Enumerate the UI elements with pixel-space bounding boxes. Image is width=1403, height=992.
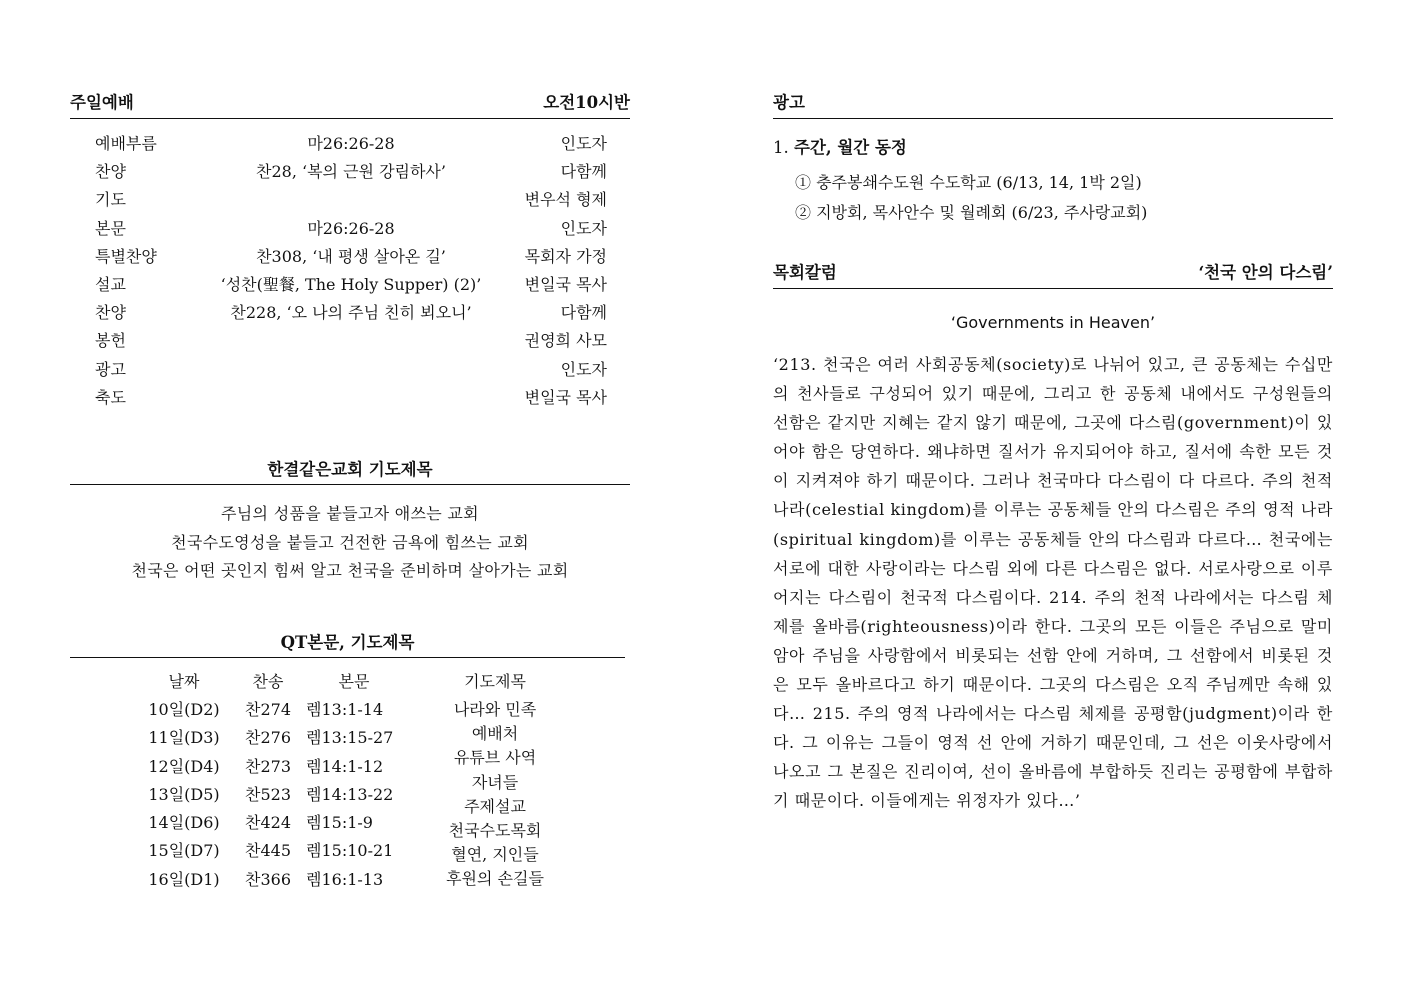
worship-item-name: 축도 <box>95 387 126 407</box>
worship-row <box>95 186 607 214</box>
qt-date: 12일(D4) <box>148 756 220 776</box>
qt-date: 15일(D7) <box>148 841 220 861</box>
worship-item-name: 광고 <box>95 359 126 379</box>
worship-item-person: 인도자 <box>560 134 607 153</box>
ads-title: 광고 <box>773 93 805 112</box>
church-prayer-list <box>70 500 630 586</box>
church-prayer-item: 천국수도영성을 붙들고 건전한 금욕에 힘쓰는 교회 <box>171 532 529 552</box>
qt-header-text: 본문 <box>338 672 370 691</box>
worship-item-content: 찬308, ‘내 평생 살아온 길’ <box>256 246 446 266</box>
church-prayer-item: 주님의 성품을 붙들고자 애쓰는 교회 <box>221 504 479 523</box>
qt-topic: 천국수도목회 <box>448 820 542 840</box>
qt-title: QT본문, 기도제목 <box>70 631 625 658</box>
worship-item-name: 설교 <box>95 274 126 294</box>
ads-item-title <box>773 136 907 160</box>
ads-item: ② 지방회, 목사안수 및 월례회 (6/23, 주사랑교회) <box>795 203 1148 222</box>
qt-topic: 나라와 민족 <box>453 700 537 719</box>
column-title: 목회칼럼 <box>773 263 837 282</box>
worship-item-name: 찬양 <box>95 162 126 182</box>
column-subtitle: ‘Governments in Heaven’ <box>950 313 1156 332</box>
column-topic: ‘천국 안의 다스림’ <box>1198 263 1333 282</box>
worship-time: 오전10시반 <box>543 93 630 112</box>
worship-item-content: 마26:26-28 <box>307 218 395 238</box>
qt-text: 렘15:10-21 <box>306 841 394 861</box>
worship-item-person: 변일국 목사 <box>524 274 607 294</box>
ads-header <box>773 92 1333 119</box>
worship-item-name: 봉헌 <box>95 331 126 351</box>
worship-item-content: ‘성찬(聖餐, The Holy Supper) (2)’ <box>220 274 482 294</box>
worship-item-person: 인도자 <box>560 218 607 238</box>
qt-date: 13일(D5) <box>148 784 220 804</box>
qt-header-date: 날짜 <box>168 672 200 691</box>
qt-hymn: 찬273 <box>245 756 291 776</box>
worship-row <box>95 356 607 384</box>
worship-item-content: 찬228, ‘오 나의 주님 친히 뵈오니’ <box>230 303 472 323</box>
worship-item-name: 기도 <box>95 190 126 210</box>
qt-hymn: 찬274 <box>245 700 291 719</box>
qt-date: 14일(D6) <box>148 813 220 833</box>
qt-text: 렘16:1-13 <box>306 869 384 889</box>
church-prayer-item: 천국은 어떤 곳인지 힘써 알고 천국을 준비하며 살아가는 교회 <box>131 561 569 580</box>
worship-row <box>95 158 607 186</box>
column-body: ‘213. 천국은 여러 사회공동체(society)로 나뉘어 있고, 큰 공동체는 수십만의 천사들로 구성되어 있기 때문에, 그리고 한 공동체 내에서도 구성원들의 선함은 같지만 지혜는 같지 않기 때문에, 그곳에 다스림(government)이 있어야 함은 당연하다. 왜냐하면 질서가 유지되어야 하고, 질서에 속한 모든 것이 지켜져야 하기 때문이다. 그러나 천국마다 다스림이 다 다르다. 주의 천적 나라(celestial kingdom)를 이루는 공동체들 안의 다스림은 주의 영적 나라(spiritual kingdom)를 이루는 공동체들 안의 다스림과 다르다… 천국에는 서로에 대한 사랑이라는 다스림 외에 다른 다스림은 없다. 서로사랑으로 이루어지는 다스림이 천국적 다스림이다. 214. 주의 천적 나라에서는 다스림 체제를 올바름(righteousness)이라 한다. 그곳의 모든 이들은 주님으로 말미암아 주님을 사랑함에서 비롯되는 선함 안에 거하며, 그 선함에서 비롯된 것은 모두 올바르다고 하기 때문이다. 그곳의 다스림은 오직 주님께만 속해 있다… 215. 주의 영적 나라에서는 다스림 체제를 공평함(judgment)이라 한다. 그 이유는 그들이 영적 선 안에 거하기 때문인데, 그 선은 이웃사랑에서 나오고 그 본질은 진리이여, 선이 올바름에 부합하듯 진리는 공평함에 부합하기 때문이다. 이들에게는 위정자가 있다…’ <box>773 355 1333 811</box>
qt-header-prayer: 기도제목 <box>464 672 526 691</box>
worship-item-content: 마26:26-28 <box>307 134 395 153</box>
worship-item-name: 예배부름 <box>95 134 157 153</box>
worship-header <box>70 92 630 119</box>
qt-topic: 자녀들 <box>471 772 519 792</box>
qt-text: 렘13:1-14 <box>306 700 384 719</box>
qt-header-row <box>140 668 570 696</box>
qt-topic: 후원의 손길들 <box>446 869 544 889</box>
left-page <box>0 0 700 992</box>
qt-date: 16일(D1) <box>148 869 220 889</box>
qt-date: 10일(D2) <box>148 700 220 719</box>
qt-text: 렘13:15-27 <box>306 728 394 748</box>
church-prayer-title: 한결같은교회 기도제목 <box>70 458 630 485</box>
qt-topic: 예배처 <box>471 724 519 744</box>
worship-item-person: 변우석 형제 <box>524 190 607 210</box>
qt-topic: 주제설교 <box>464 796 526 816</box>
column-header <box>773 262 1333 289</box>
worship-item-person: 다함께 <box>560 162 607 182</box>
worship-item-name: 본문 <box>95 218 126 238</box>
worship-row <box>95 327 607 355</box>
worship-row <box>95 271 607 299</box>
qt-hymn: 찬366 <box>245 869 291 889</box>
ads-item-number: 1. <box>773 138 789 157</box>
worship-order <box>95 130 607 412</box>
qt-topic: 유튜브 사역 <box>453 748 537 768</box>
worship-row <box>95 384 607 412</box>
qt-text: 렘14:1-12 <box>306 756 384 776</box>
worship-item-name: 특별찬양 <box>95 246 157 266</box>
qt-text: 렘14:13-22 <box>306 784 394 804</box>
worship-title: 주일예배 <box>70 93 134 112</box>
worship-item-person: 변일국 목사 <box>524 387 607 407</box>
worship-item-name: 찬양 <box>95 303 126 323</box>
ads-item: ① 충주봉쇄수도원 수도학교 (6/13, 14, 1박 2일) <box>795 173 1142 192</box>
worship-item-person: 권영희 사모 <box>524 331 607 351</box>
qt-hymn: 찬523 <box>245 784 291 804</box>
worship-item-person: 다함께 <box>560 303 607 323</box>
worship-item-person: 목회자 가정 <box>524 246 607 266</box>
qt-hymn: 찬424 <box>245 813 291 833</box>
worship-row <box>95 299 607 327</box>
worship-row <box>95 243 607 271</box>
worship-item-person: 인도자 <box>560 359 607 379</box>
qt-text: 렘15:1-9 <box>306 813 373 833</box>
qt-topic: 혈연, 지인들 <box>451 845 539 865</box>
qt-hymn: 찬445 <box>245 841 291 861</box>
worship-row <box>95 130 607 158</box>
worship-row <box>95 215 607 243</box>
ads-item-heading: 주간, 월간 동정 <box>794 138 907 157</box>
qt-hymn: 찬276 <box>245 728 291 748</box>
qt-date: 11일(D3) <box>148 728 220 748</box>
qt-prayer-topics <box>420 698 570 892</box>
qt-header-hymn: 찬송 <box>252 672 284 691</box>
worship-item-content: 찬28, ‘복의 근원 강림하사’ <box>256 162 446 182</box>
